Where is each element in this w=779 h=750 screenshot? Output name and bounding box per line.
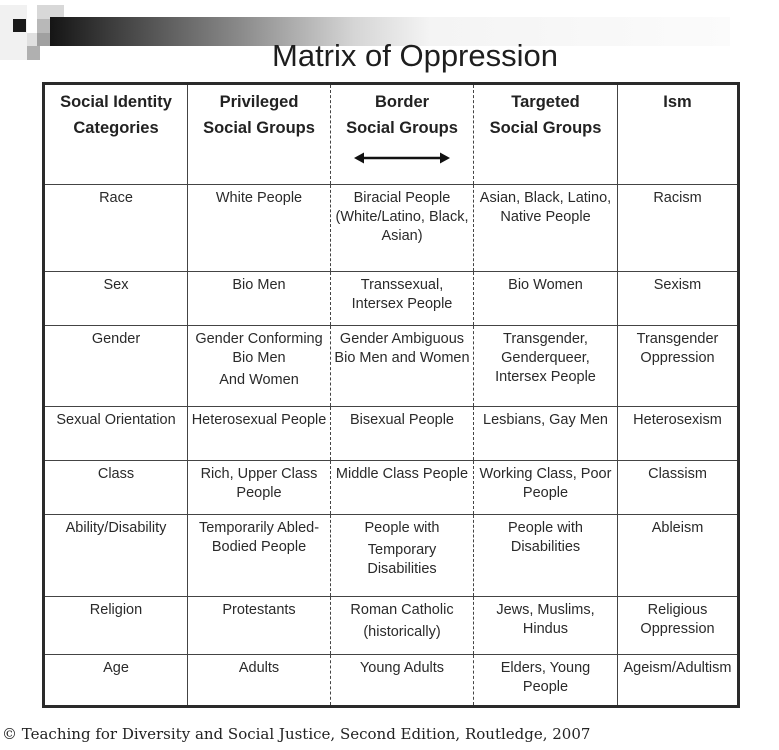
cell-targeted xyxy=(474,655,618,707)
header-line: Targeted xyxy=(511,93,580,111)
cell-text: Genderqueer, xyxy=(501,350,590,366)
cell-ism xyxy=(618,515,739,597)
cell-text: Elders, Young xyxy=(500,660,591,676)
cell-text: Oppression xyxy=(640,621,715,637)
cell-text: Hindus xyxy=(522,621,569,637)
cell-text: People xyxy=(236,485,282,501)
cell-text: Bodied People xyxy=(211,539,307,555)
cell-privileged xyxy=(188,515,331,597)
cell-text: Gender Conforming xyxy=(195,331,323,347)
cell-text: White People xyxy=(215,190,303,206)
cell-text: Disabilities xyxy=(367,561,437,577)
cell-targeted xyxy=(474,185,618,272)
cell-privileged xyxy=(188,185,331,272)
cell-text: Jews, Muslims, xyxy=(496,602,595,618)
page-title: Matrix of Oppression xyxy=(272,38,558,73)
cell-text: People xyxy=(522,485,569,501)
cell-text: Classism xyxy=(648,466,707,482)
citation-footer: © Teaching for Diversity and Social Justice, Second Edition, Routledge, 2007 xyxy=(2,725,591,743)
table-row-gender xyxy=(44,326,739,407)
cell-border xyxy=(331,407,474,461)
cell-text: Gender Ambiguous xyxy=(339,331,465,347)
cell-ism xyxy=(618,597,739,655)
double-arrow-icon xyxy=(354,151,450,165)
column-header-border xyxy=(331,84,474,185)
cell-targeted xyxy=(474,515,618,597)
cell-text: Racism xyxy=(653,190,702,206)
cell-text: Oppression xyxy=(640,350,715,366)
cell-text: Bio Men xyxy=(232,350,286,366)
cell-text: Heterosexism xyxy=(633,412,722,428)
table-row-sex xyxy=(44,272,739,326)
deco-square xyxy=(37,19,50,33)
cell-text: Ability/Disability xyxy=(65,520,167,536)
cell-border xyxy=(331,326,474,407)
table-row-age xyxy=(44,655,739,707)
cell-ism xyxy=(618,272,739,326)
cell-text: Class xyxy=(97,466,135,482)
table-row-ability-disability xyxy=(44,515,739,597)
header-line: Social Groups xyxy=(489,119,602,137)
table-header-row xyxy=(44,84,739,185)
cell-text: Bio Men xyxy=(232,277,286,293)
table-row-sexual-orientation xyxy=(44,407,739,461)
header-line: Privileged xyxy=(219,93,299,111)
cell-ism xyxy=(618,185,739,272)
cell-ism xyxy=(618,326,739,407)
cell-text: Religious xyxy=(647,602,708,618)
cell-text: Gender xyxy=(91,331,141,347)
cell-text: Transsexual, xyxy=(360,277,444,293)
column-header-category xyxy=(44,84,188,185)
table-row-race xyxy=(44,185,739,272)
cell-category xyxy=(44,461,188,515)
header-line: Ism xyxy=(663,93,692,111)
cell-targeted xyxy=(474,407,618,461)
cell-category xyxy=(44,326,188,407)
cell-text: Intersex People xyxy=(351,296,453,312)
cell-text: Age xyxy=(103,660,129,676)
cell-text: Transgender, xyxy=(503,331,588,347)
cell-category xyxy=(44,655,188,707)
cell-text: Protestants xyxy=(222,602,296,618)
cell-category xyxy=(44,597,188,655)
cell-text: Heterosexual People xyxy=(191,412,327,428)
cell-border xyxy=(331,515,474,597)
cell-text: Intersex People xyxy=(495,369,596,385)
cell-text: Temporarily Abled- xyxy=(198,520,320,536)
cell-border xyxy=(331,272,474,326)
cell-text: Asian) xyxy=(381,228,423,244)
cell-text: People with xyxy=(508,520,583,536)
cell-targeted xyxy=(474,326,618,407)
cell-text: Young Adults xyxy=(359,660,445,676)
cell-text: People xyxy=(522,679,569,695)
cell-privileged xyxy=(188,597,331,655)
cell-border xyxy=(331,461,474,515)
cell-text: Roman Catholic xyxy=(350,602,454,618)
cell-ism xyxy=(618,407,739,461)
header-line: Border xyxy=(374,93,430,111)
cell-text: Working Class, Poor xyxy=(479,466,612,482)
cell-text: Sexual Orientation xyxy=(56,412,176,428)
cell-text: Middle Class People xyxy=(335,466,469,482)
header-line: Categories xyxy=(73,119,159,137)
header-line: Social Groups xyxy=(203,119,315,137)
cell-privileged xyxy=(188,326,331,407)
cell-privileged xyxy=(188,272,331,326)
cell-text: Bio Women xyxy=(508,277,583,293)
cell-targeted xyxy=(474,272,618,326)
cell-text: Bio Men and Women xyxy=(334,350,470,366)
cell-text: Native People xyxy=(500,209,591,225)
table-row-class xyxy=(44,461,739,515)
cell-targeted xyxy=(474,461,618,515)
cell-privileged xyxy=(188,655,331,707)
cell-text: And Women xyxy=(219,372,299,388)
deco-square xyxy=(13,19,26,32)
cell-category xyxy=(44,272,188,326)
cell-border xyxy=(331,185,474,272)
cell-text: Adults xyxy=(238,660,280,676)
cell-category xyxy=(44,515,188,597)
cell-text: (White/Latino, Black, xyxy=(335,209,469,225)
cell-category xyxy=(44,185,188,272)
cell-text: (historically) xyxy=(363,624,441,640)
cell-text: People with xyxy=(364,520,440,536)
cell-text: Race xyxy=(99,190,133,206)
deco-square xyxy=(0,5,27,60)
header-line: Social Identity xyxy=(60,93,172,111)
cell-text: Rich, Upper Class xyxy=(200,466,318,482)
deco-square xyxy=(37,33,50,46)
cell-text: Sex xyxy=(103,277,129,293)
header-line: Social Groups xyxy=(346,119,458,137)
deco-square xyxy=(27,46,40,60)
cell-text: Temporary xyxy=(367,542,437,558)
cell-privileged xyxy=(188,461,331,515)
cell-ism xyxy=(618,655,739,707)
cell-text: Biracial People xyxy=(353,190,451,206)
cell-text: Asian, Black, Latino, xyxy=(479,190,612,206)
cell-text: Ageism/Adultism xyxy=(623,660,732,676)
cell-text: Transgender xyxy=(636,331,719,347)
column-header-ism xyxy=(618,84,739,185)
cell-ism xyxy=(618,461,739,515)
cell-text: Sexism xyxy=(653,277,702,293)
cell-text: Bisexual People xyxy=(350,412,454,428)
column-header-privileged xyxy=(188,84,331,185)
cell-privileged xyxy=(188,407,331,461)
cell-border xyxy=(331,597,474,655)
cell-text: Religion xyxy=(89,602,143,618)
oppression-matrix-table xyxy=(42,82,740,708)
cell-border xyxy=(331,655,474,707)
cell-text: Disabilities xyxy=(510,539,581,555)
column-header-targeted xyxy=(474,84,618,185)
cell-text: Ableism xyxy=(651,520,704,536)
cell-targeted xyxy=(474,597,618,655)
cell-text: Lesbians, Gay Men xyxy=(483,412,608,428)
cell-category xyxy=(44,407,188,461)
table-row-religion xyxy=(44,597,739,655)
